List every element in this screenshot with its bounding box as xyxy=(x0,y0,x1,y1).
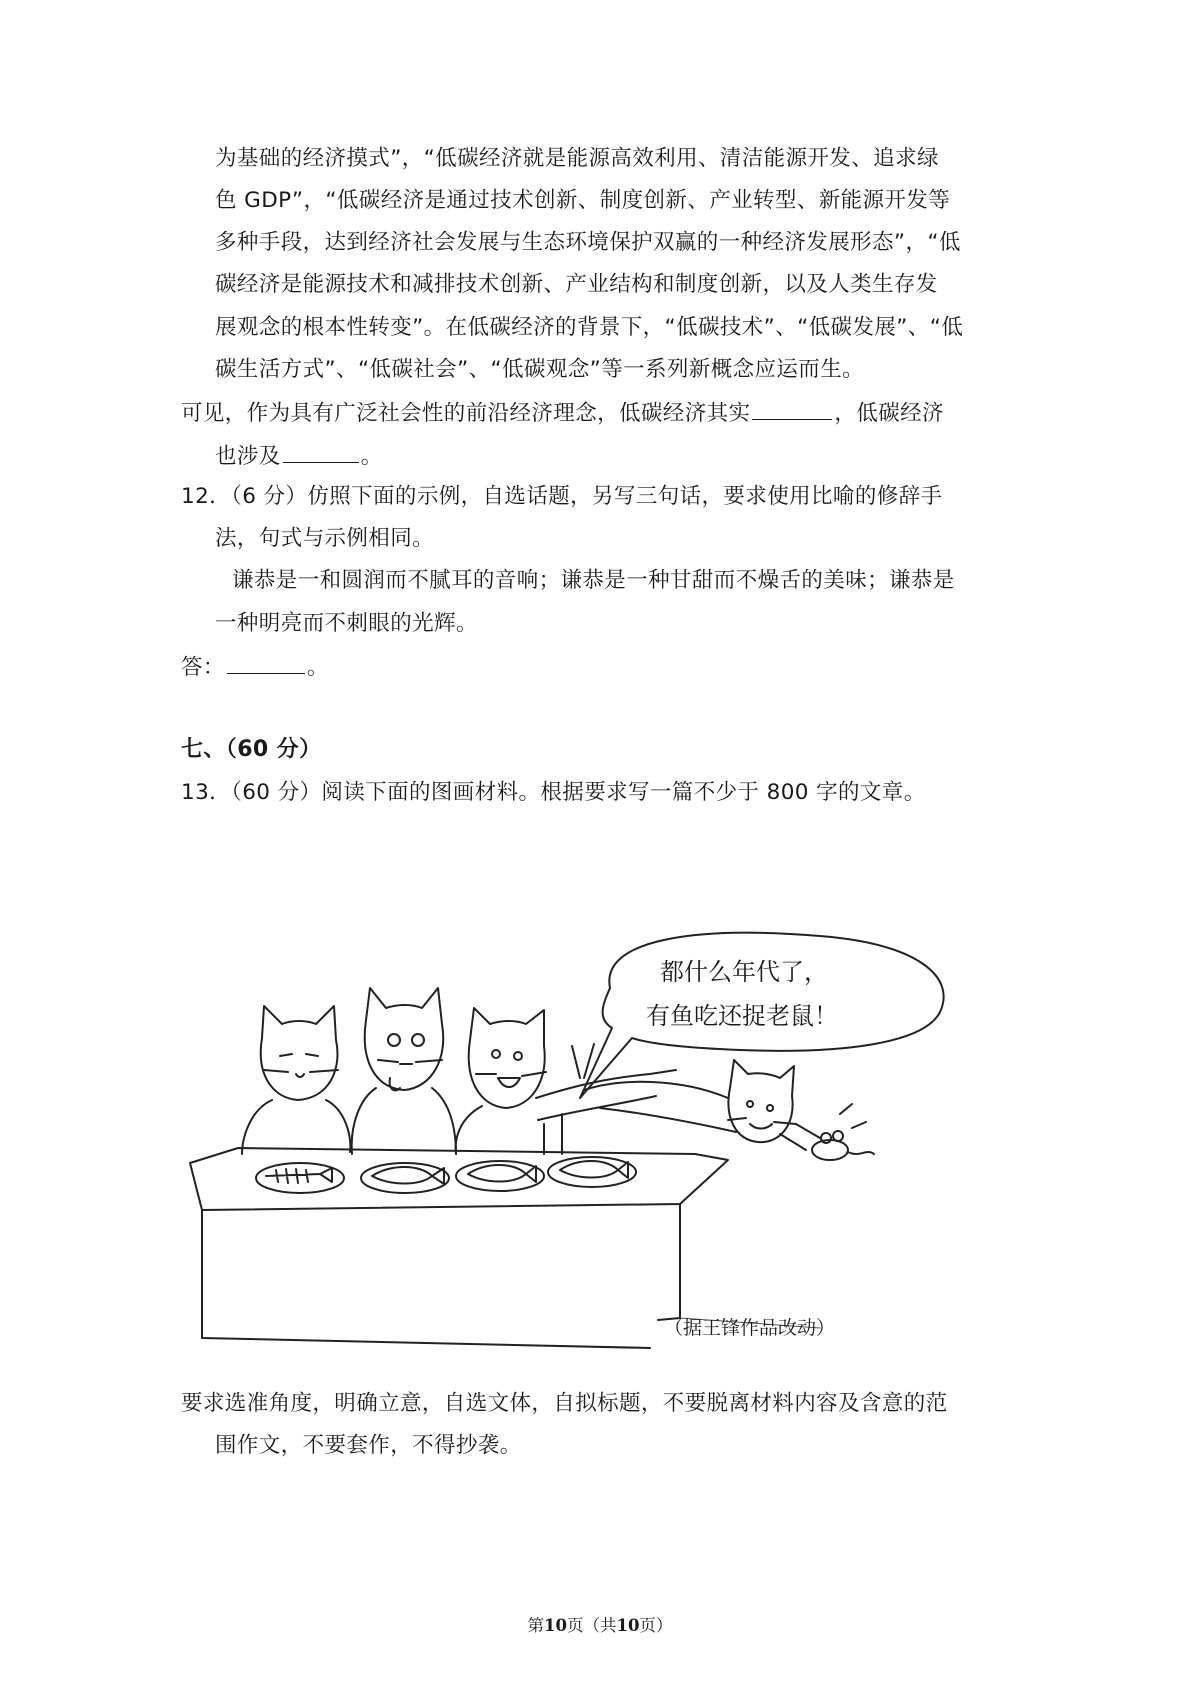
section-heading-seven: 七、（60 分） xyxy=(181,737,322,762)
paragraph-line-6: 碳生活方式”、“低碳社会”、“低碳观念”等一系列新概念应运而生。 xyxy=(215,357,864,382)
q12-answer-tail: 。 xyxy=(306,655,329,680)
q13-prompt: 13．（60 分）阅读下面的图画材料。根据要求写一篇不少于 800 字的文章。 xyxy=(181,780,926,805)
footer-suffix: 页） xyxy=(639,1616,673,1635)
q11-answer-blank-1[interactable] xyxy=(752,397,832,420)
speech-text-line-1: 都什么年代了， xyxy=(660,958,828,986)
paragraph-line-3: 多种手段，达到经济社会发展与生态环境保护双赢的一种经济发展形态”，“低 xyxy=(215,230,961,255)
q12-answer-label: 答： xyxy=(181,655,225,680)
q12-example-line-1: 谦恭是一和圆润而不腻耳的音响；谦恭是一种甘甜而不燥舌的美味；谦恭是 xyxy=(232,568,955,593)
plate-fish-skeleton xyxy=(256,1163,344,1193)
plate-fish-2 xyxy=(361,1163,449,1193)
q12-answer-line xyxy=(181,651,329,683)
page-footer xyxy=(0,1612,1200,1636)
cat-left xyxy=(242,1006,350,1154)
cartoon-credit: （据王锋作品改动） xyxy=(664,1317,836,1339)
q11-line-2 xyxy=(215,440,383,472)
footer-middle: 页（共 xyxy=(567,1616,617,1635)
plate-fish-4 xyxy=(548,1157,636,1187)
q11-line-2-tail: 。 xyxy=(360,444,383,469)
q12-prompt-line-2: 法，句式与示例相同。 xyxy=(215,526,435,551)
requirements-line-2: 围作文，不要套作，不得抄袭。 xyxy=(215,1433,522,1458)
footer-total-pages: 10 xyxy=(616,1616,640,1635)
paragraph-line-4: 碳经济是能源技术和减排技术创新、产业结构和制度创新，以及人类生存发 xyxy=(215,272,938,297)
q11-line-1-tail: ，低碳经济 xyxy=(834,401,944,426)
cartoon-figure xyxy=(180,928,1042,1358)
mouse xyxy=(812,1131,874,1160)
footer-page-number: 10 xyxy=(544,1616,567,1635)
q11-answer-blank-2[interactable] xyxy=(283,440,359,463)
table xyxy=(190,1148,728,1348)
paragraph-line-1: 为基础的经济摸式”，“低碳经济就是能源高效利用、清洁能源开发、追求绿 xyxy=(215,146,939,171)
q11-line-2-text: 也涉及 xyxy=(215,444,281,469)
requirements-line-1: 要求选准角度，明确立意，自选文体，自拟标题，不要脱离材料内容及含意的范 xyxy=(181,1391,948,1416)
cat-catching-mouse xyxy=(572,1044,874,1160)
q12-answer-blank[interactable] xyxy=(227,651,305,674)
q11-line-1 xyxy=(181,397,944,429)
q12-prompt-line-1: 12．（6 分）仿照下面的示例，自选话题，另写三句话，要求使用比喻的修辞手 xyxy=(181,484,943,509)
footer-prefix: 第 xyxy=(527,1616,545,1635)
q11-line-1-text: 可见，作为具有广泛社会性的前沿经济理念，低碳经济其实 xyxy=(181,401,751,426)
speech-text-line-2: 有鱼吃还捉老鼠！ xyxy=(646,1002,838,1030)
plate-fish-3 xyxy=(456,1161,544,1191)
q12-example-line-2: 一种明亮而不刺眼的光辉。 xyxy=(215,611,478,636)
cartoon-drawing xyxy=(180,928,1042,1358)
paragraph-line-5: 展观念的根本性转变”。在低碳经济的背景下，“低碳技术”、“低碳发展”、“低 xyxy=(215,315,964,340)
cat-middle xyxy=(352,988,456,1154)
paragraph-line-2: 色 GDP”，“低碳经济是通过技术创新、制度创新、产业转型、新能源开发等 xyxy=(215,188,951,213)
